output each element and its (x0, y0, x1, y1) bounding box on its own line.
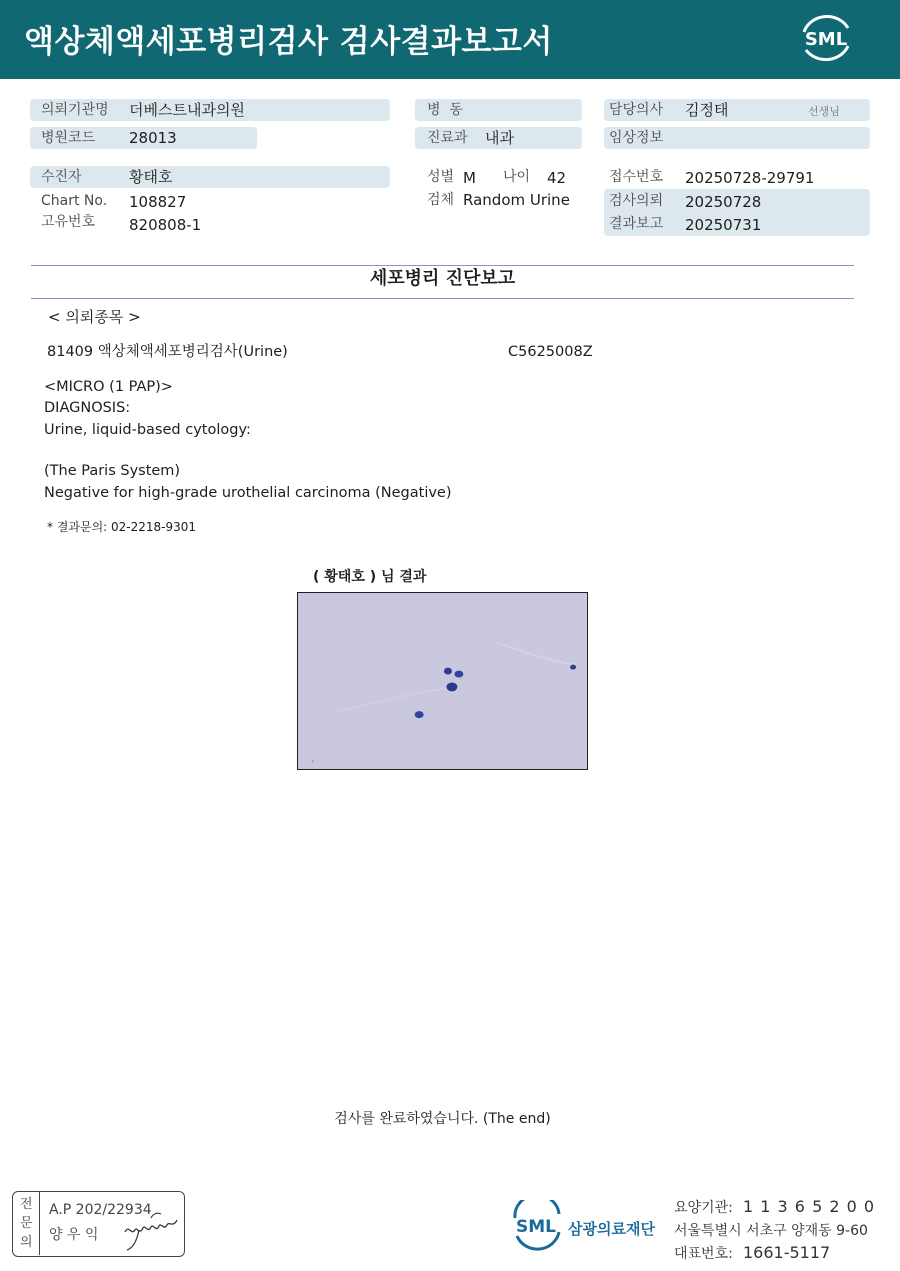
institution-label: 의뢰기관명 (41, 102, 109, 118)
end-text: 검사를 완료하였습니다. (The end) (334, 1111, 551, 1127)
stamp-side-char-3: 의 (20, 1235, 33, 1250)
doctor-suffix: 선생님 (808, 105, 840, 118)
item-code-name: 81409 액상체액세포병리검사(Urine) (47, 344, 288, 360)
sml-logo (796, 12, 856, 64)
dept-label: 진료과 (427, 130, 468, 146)
specimen-label: 검체 (427, 192, 455, 208)
dept-value: 내과 (485, 129, 514, 147)
footer-address: 서울특별시 서초구 양재동 9-60 (674, 1223, 868, 1239)
clinical-label: 임상정보 (609, 130, 664, 146)
patient-row-bg (30, 166, 390, 188)
report-date-label: 결과보고 (609, 216, 664, 232)
specimen-type-line: Urine, liquid-based cytology: (44, 422, 251, 438)
report-date-value: 20250731 (685, 216, 762, 234)
footer-org-name: 삼광의료재단 (568, 1220, 655, 1238)
report-header (0, 0, 900, 79)
system-line: (The Paris System) (44, 463, 181, 479)
receipt-label: 접수번호 (609, 169, 664, 185)
cytology-image (297, 592, 588, 770)
stamp-license: A.P 202/22934 (49, 1202, 152, 1218)
hospital-code-value: 28013 (129, 129, 177, 147)
section-bottom-rule (31, 298, 854, 299)
inquiry-note: * 결과문의: 02-2218-9301 (47, 520, 197, 534)
footer-phone: 1661-5117 (743, 1243, 831, 1262)
footer-code-label: 요양기관: (674, 1200, 733, 1216)
stamp-side-label (13, 1192, 40, 1255)
report-title: 액상체액세포병리검사 검사결과보고서 (24, 24, 553, 60)
age-label: 나이 (503, 169, 531, 185)
hospital-code-label: 병원코드 (41, 130, 96, 146)
diagnosis-line: DIAGNOSIS: (44, 400, 131, 416)
doctor-value: 김정태 (685, 101, 729, 119)
sex-value: M (463, 169, 476, 187)
doctor-label: 담당의사 (609, 102, 664, 118)
stamp-side-char-2: 문 (20, 1216, 33, 1231)
patient-value: 황태호 (129, 168, 173, 186)
chart-value: 108827 (129, 193, 187, 211)
footer-phone-label: 대표번호: (674, 1246, 733, 1262)
stamp-name: 양 우 익 (49, 1227, 99, 1243)
request-value: 20250728 (685, 193, 762, 211)
receipt-value: 20250728-29791 (685, 169, 815, 187)
institution-value: 더베스트내과의원 (129, 101, 245, 119)
section-top-rule (31, 265, 854, 266)
chart-label: Chart No. (41, 193, 108, 209)
result-line: Negative for high-grade urothelial carcinoma (Negative) (44, 485, 452, 501)
age-value: 42 (547, 169, 567, 187)
unique-value: 820808-1 (129, 216, 202, 234)
request-label: 검사의뢰 (609, 193, 664, 209)
image-caption: ( 황태호 ) 님 결과 (313, 569, 427, 585)
section-title: 세포병리 진단보고 (369, 268, 516, 289)
signature (121, 1206, 183, 1252)
footer-sml-logo (509, 1200, 565, 1252)
sml-logo-text: SML (804, 29, 848, 50)
unique-label: 고유번호 (41, 214, 96, 230)
ward-label: 병 동 (427, 102, 463, 118)
footer-logo-text: SML (516, 1217, 556, 1237)
specimen-value: Random Urine (463, 191, 570, 209)
patient-label: 수진자 (41, 169, 82, 185)
item-id: C5625008Z (508, 344, 593, 360)
items-header: < 의뢰종목 > (48, 308, 141, 326)
pathologist-stamp (12, 1191, 185, 1257)
micro-line: <MICRO (1 PAP)> (44, 379, 173, 395)
stamp-side-char-1: 전 (20, 1197, 33, 1212)
footer-code: 1 1 3 6 5 2 0 0 (743, 1197, 876, 1216)
sex-label: 성별 (427, 169, 455, 185)
